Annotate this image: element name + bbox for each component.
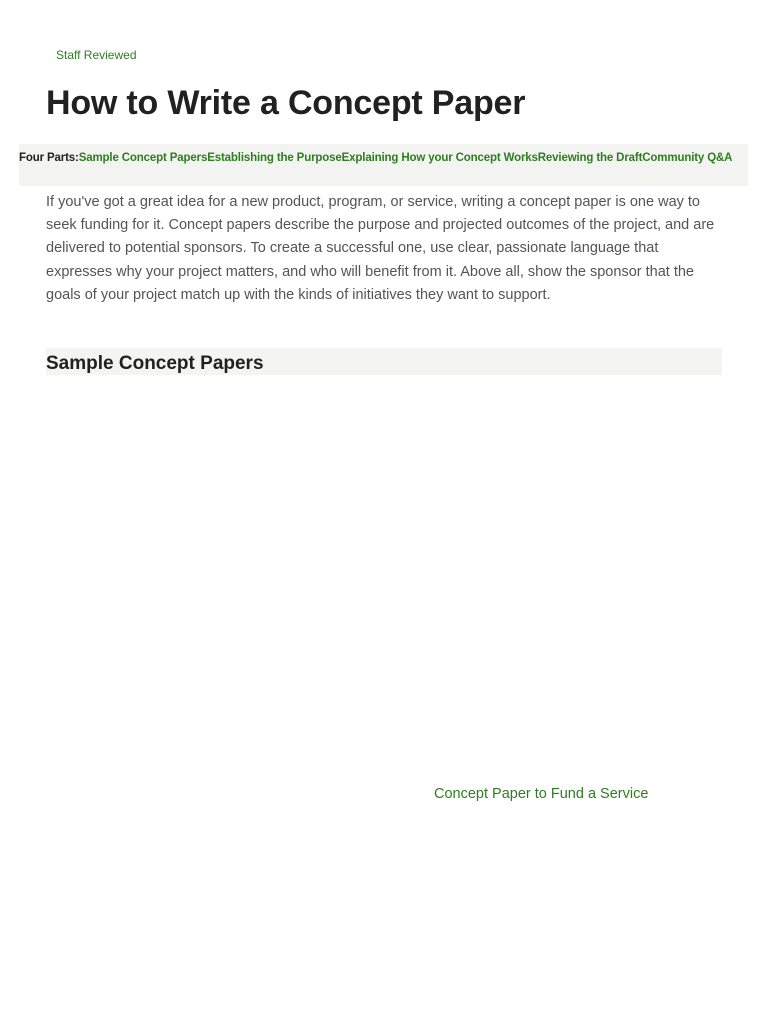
section-header — [46, 348, 722, 375]
parts-nav-link-sample-concept-papers[interactable]: Sample Concept Papers — [78, 152, 208, 164]
staff-reviewed-badge[interactable]: Staff Reviewed — [56, 48, 137, 62]
sample-concept-paper-link[interactable]: Concept Paper to Fund a Service — [434, 786, 649, 802]
section-title: Sample Concept Papers — [46, 353, 264, 374]
parts-nav-link-reviewing-the-draft[interactable]: Reviewing the Draft — [537, 152, 643, 164]
page-title: How to Write a Concept Paper — [46, 84, 526, 122]
parts-nav-link-community-qa[interactable]: Community Q&A — [642, 152, 733, 164]
parts-nav-link-establishing-the-purpose[interactable]: Establishing the Purpose — [207, 152, 342, 164]
parts-nav-link-explaining-concept[interactable]: Explaining How your Concept Works — [341, 152, 538, 164]
parts-nav-label: Four Parts: — [19, 152, 79, 164]
intro-paragraph: If you've got a great idea for a new product, program, or service, writing a concept paper is one way to seek funding for it. Concept papers describe the purpose and projected outcomes of the project, and are delivered to potential sponsors. To create a successful one, use clear, passionate language that expresses why your project matters, and who will benefit from it. Above all, show the sponsor that the goals of your project match up with the kinds of initiatives they want to support. — [46, 194, 715, 303]
parts-navigation — [19, 144, 748, 186]
sample-content-area — [46, 380, 722, 820]
